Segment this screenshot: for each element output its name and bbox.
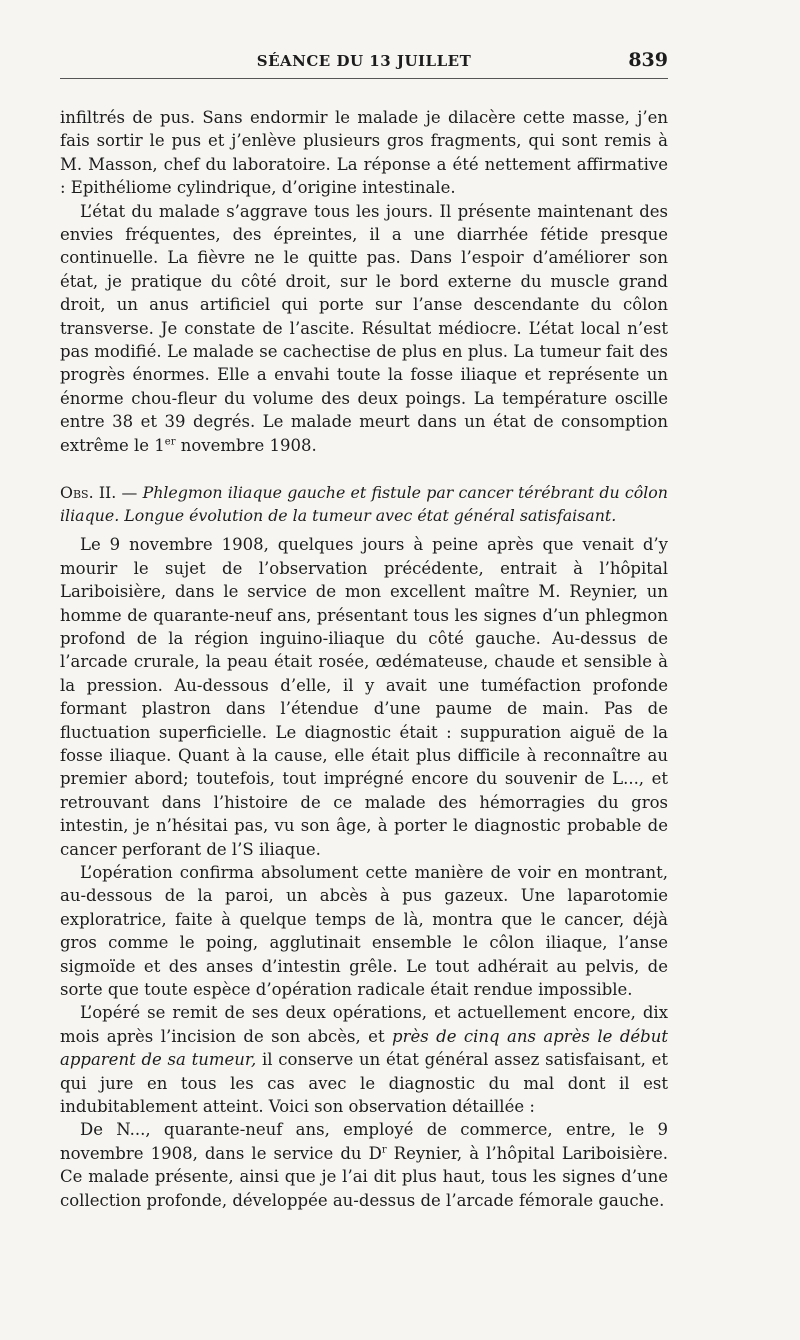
paragraph-5-start: L’opéré se remit de ses deux opérations, et actuellement encore, dix mois après l’incision de son abcès, et [60, 1003, 668, 1046]
running-head [60, 48, 668, 79]
paragraph-3 [60, 533, 668, 861]
body-text [60, 106, 668, 1212]
paragraph-6-end: Reynier, à l’hôpital Lariboisière. Ce malade présente, ainsi que je l’ai dit plus haut, tous les signes d’une collection profonde, développée au-dessus de l’arcade fémorale gauche. [60, 1143, 668, 1210]
paragraph-5 [60, 1001, 668, 1118]
paragraph-2-end: novembre 1908. [175, 435, 317, 455]
paragraph-6 [60, 1118, 668, 1212]
observation-dash: — [116, 483, 143, 503]
running-head-title: SÉANCE DU 13 JUILLET [256, 52, 472, 70]
paragraph-continued [60, 106, 668, 200]
paragraph-5-end: il conserve un état général assez satisfaisant, et qui jure en tous les cas avec le diagnostic du mal dont il est indubitablement atteint. Voici son observation détaillée : [60, 1050, 668, 1117]
ordinal-superscript: er [164, 436, 176, 448]
paragraph-4 [60, 861, 668, 1001]
paragraph-2 [60, 200, 668, 457]
doctor-superscript: r [381, 1144, 387, 1156]
paragraph-4-text: L’opération confirma absolument cette manière de voir en montrant, au-dessous de la paroi, un abcès à pus gazeux. Une laparotomie exploratrice, faite à quelque temps de là, montra que le cancer, déjà gros comme le poing, agglutinait ensemble le côlon iliaque, l’anse sigmoïde et des anses d’intestin grêle. Le tout adhérait au pelvis, de sorte que toute espèce d’opération radicale était rendue impossible. [60, 862, 668, 999]
paragraph-2-text: L’état du malade s’aggrave tous les jours. Il présente maintenant des envies fréquentes, des épreintes, il a une diarrhée fétide presque continuelle. La fièvre ne le quitte pas. Dans l’espoir d’améliorer son état, je pratique du côté droit, sur le bord externe du muscle grand droit, un anus artificiel qui porte sur l’anse descendante du côlon transverse. Je constate de l’ascite. Résultat médiocre. L’état local n’est pas modifié. Le malade se cachectise de plus en plus. La tumeur fait des progrès énormes. Elle a envahi toute la fosse iliaque et représente un énorme chou-fleur du volume des deux poings. La température oscille entre 38 et 39 degrés. Le malade meurt dans un état de consomption extrême le 1 [60, 201, 668, 455]
paragraph-1-text: infiltrés de pus. Sans endormir le malade je dilacère cette masse, j’en fais sortir le pus et j’enlève plusieurs gros fragments, qui sont remis à M. Masson, chef du laboratoire. La réponse a été nettement affirmative : Epithéliome cylindrique, d’origine intestinale. [60, 108, 668, 198]
page-number: 839 [628, 49, 668, 71]
paragraph-3-text: Le 9 novembre 1908, quelques jours à peine après que venait d’y mourir le sujet de l’observation précédente, entrait à l’hôpital Lariboisière, dans le service de mon excellent maître M. Reynier, un homme de quarante-neuf ans, présentant tous les signes d’un phlegmon profond de la région inguino-iliaque du côté gauche. Au-dessus de l’arcade crurale, la peau était rosée, œdémateuse, chaude et sensible à la pression. Au-dessous d’elle, il y avait une tuméfaction profonde formant plastron dans l’étendue d’une paume de main. Pas de fluctuation superficielle. Le diagnostic était : suppuration aiguë de la fosse iliaque. Quant à la cause, elle était plus difficile à reconnaître au premier abord; toutefois, tout imprégné encore du souvenir de L..., et retrouvant dans l’histoire de ce malade des hémorragies du gros intestin, je n’hésitai pas, vu son âge, à porter le diagnostic probable de cancer perforant de l’S iliaque. [60, 535, 668, 859]
paragraph-5-italic: près de cinq ans après le début apparent de sa tumeur, [60, 1026, 668, 1070]
observation-title: Phlegmon iliaque gauche et fistule par cancer térébrant du côlon iliaque. Longue évolution de la tumeur avec état général satisfaisant. [60, 483, 668, 525]
paragraph-6-start: De N..., quarante-neuf ans, employé de commerce, entre, le 9 novembre 1908, dans le service du D [60, 1120, 668, 1163]
observation-heading [60, 482, 668, 527]
observation-label: Obs. II. [60, 483, 117, 503]
